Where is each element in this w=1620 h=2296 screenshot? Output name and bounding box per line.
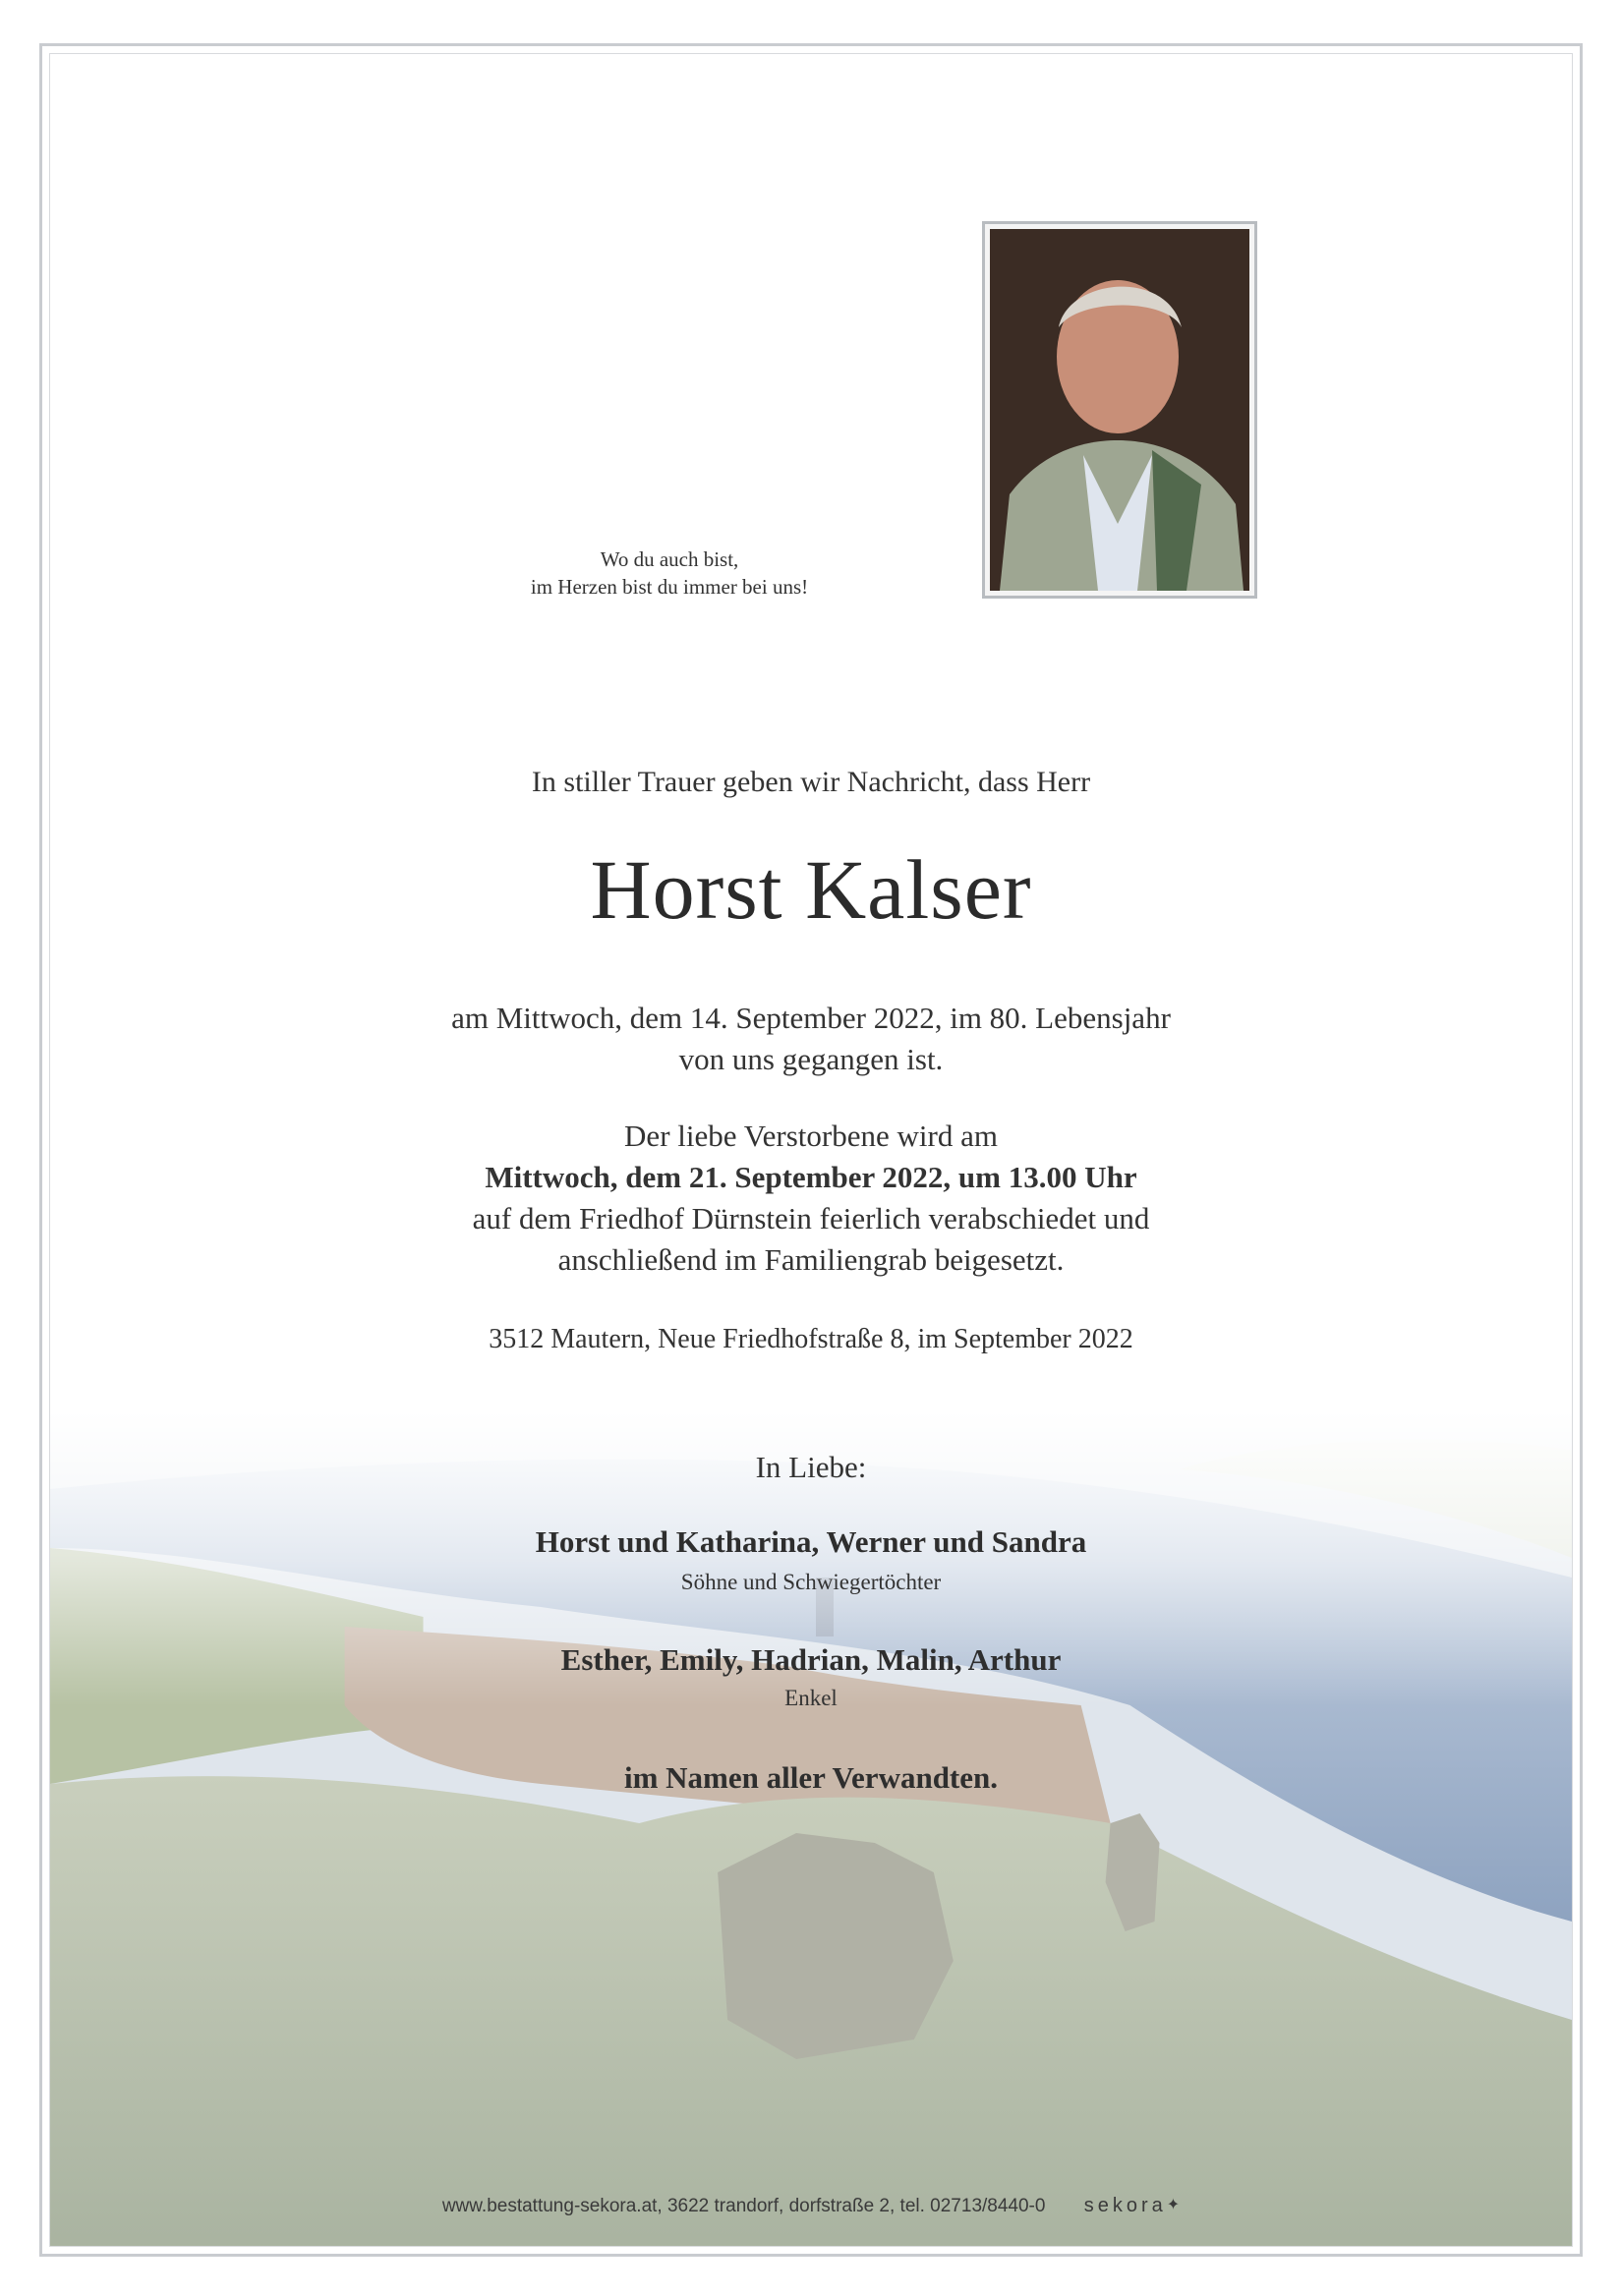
mourners-group-1-role: Söhne und Schwiegertöchter [680, 1570, 942, 1594]
mourners-heading: In Liebe: [755, 1450, 867, 1484]
page-frame [49, 53, 1573, 2247]
funeral-details [50, 1116, 1572, 1281]
mourners-group-1: Horst und Katharina, Werner und Sandra [535, 1524, 1087, 1559]
closing-line: im Namen aller Verwandten. [623, 1760, 999, 1795]
bird-icon: ✦ [1166, 2197, 1181, 2213]
mourners-group-2: Esther, Emily, Hadrian, Malin, Arthur [560, 1642, 1062, 1677]
funeral-date: Mittwoch, dem 21. September 2022, um 13.00 Uhr [485, 1160, 1137, 1194]
motto [424, 545, 915, 601]
place-date: 3512 Mautern, Neue Friedhofstraße 8, im September 2022 [489, 1324, 1133, 1354]
death-line-2: von uns gegangen ist. [678, 1042, 944, 1076]
footer-contact: www.bestattung-sekora.at, 3622 trandorf, dorfstraße 2, tel. 02713/8440-0 [441, 2196, 1046, 2216]
funeral-line-1: Der liebe Verstorbene wird am [624, 1119, 998, 1153]
footer [50, 2195, 1572, 2217]
motto-line-2: im Herzen bist du immer bei uns! [530, 575, 809, 599]
sekora-logo: sekora [1083, 2195, 1167, 2216]
portrait-frame [982, 221, 1257, 599]
motto-line-1: Wo du auch bist, [600, 547, 739, 571]
deceased-name: Horst Kalser [590, 842, 1032, 937]
intro-text: In stiller Trauer geben wir Nachricht, dass Herr [531, 766, 1091, 798]
funeral-line-3: auf dem Friedhof Dürnstein feierlich verabschiedet und [472, 1201, 1150, 1235]
mourners-group-2-role: Enkel [784, 1686, 838, 1710]
portrait-photo [990, 229, 1249, 591]
funeral-line-4: anschließend im Familiengrab beigesetzt. [557, 1242, 1065, 1277]
death-line-1: am Mittwoch, dem 14. September 2022, im 80. Lebensjahr [451, 1001, 1171, 1035]
death-details [50, 998, 1572, 1080]
